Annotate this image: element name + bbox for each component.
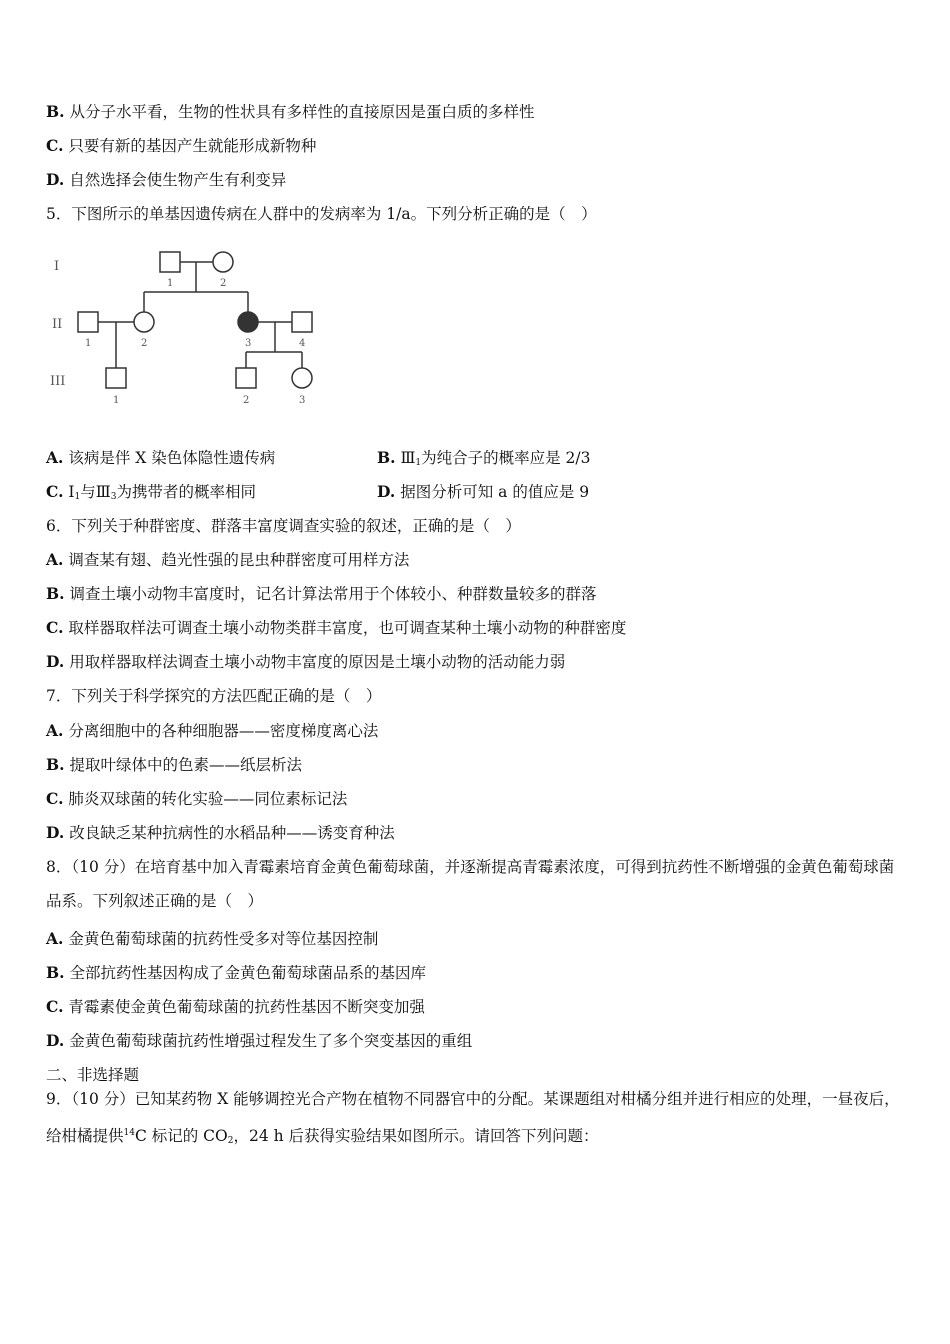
pedigree-i1-male	[160, 252, 180, 272]
option-text: 提取叶绿体中的色素——纸层析法	[69, 756, 302, 774]
individual-number: 1	[85, 338, 92, 349]
individual-number: 1	[113, 395, 120, 406]
individual-number: 2	[141, 338, 148, 349]
option-text: 改良缺乏某种抗病性的水稻品种——诱变育种法	[69, 824, 395, 842]
individual-number: 4	[299, 338, 306, 349]
option-label: B.	[46, 755, 65, 774]
option-label: C.	[46, 789, 64, 808]
q5-option-b	[377, 448, 591, 473]
pedigree-iii2-male	[236, 368, 256, 388]
q8-stem: 8．（10 分）在培育基中加入青霉素培育金黄色葡萄球菌，并逐渐提高青霉素浓度，可得到抗药性不断增强的金黄色葡萄球菌品系。下列叙述正确的是（ ）	[46, 858, 895, 910]
q5-option-d	[377, 482, 589, 502]
pedigree-iii3-female	[292, 368, 312, 388]
option-label: D.	[46, 823, 65, 842]
individual-number: 1	[167, 278, 174, 289]
q8-option-a	[46, 929, 378, 949]
option-label: C.	[46, 136, 64, 155]
option-label: A.	[46, 929, 64, 948]
generation-label-ii: II	[52, 317, 63, 332]
individual-number: 2	[243, 395, 250, 406]
option-text: 从分子水平看，生物的性状具有多样性的直接原因是蛋白质的多样性	[69, 103, 535, 121]
q7-option-d	[46, 823, 395, 843]
option-label: B.	[377, 448, 396, 467]
q8-option-b	[46, 963, 426, 983]
option-text: $Ⅰ_1$与$Ⅲ_3$为携带者的概率相同	[68, 483, 256, 502]
q7-option-c	[46, 789, 347, 809]
option-label: D.	[46, 652, 65, 671]
option-text: 据图分析可知 a 的值应是 9	[400, 483, 590, 501]
option-text: 肺炎双球菌的转化实验——同位素标记法	[68, 790, 348, 808]
individual-number: 3	[245, 338, 252, 349]
pedigree-ii4-male	[292, 312, 312, 332]
q6-stem: 6．下列关于种群密度、群落丰富度调查实验的叙述，正确的是（ ）	[46, 517, 521, 535]
individual-number: 2	[220, 278, 227, 289]
pedigree-iii1-male	[106, 368, 126, 388]
section-heading: 二、非选择题	[46, 1066, 140, 1084]
option-label: B.	[46, 963, 65, 982]
option-text: 全部抗药性基因构成了金黄色葡萄球菌品系的基因库	[69, 964, 426, 982]
option-label: A.	[46, 721, 64, 740]
option-label: D.	[46, 170, 65, 189]
q5-stem: 5．下图所示的单基因遗传病在人群中的发病率为 1/a。下列分析正确的是（ ）	[46, 205, 597, 223]
pedigree-ii1-male	[78, 312, 98, 332]
option-label: B.	[46, 102, 65, 121]
option-text: 金黄色葡萄球菌抗药性增强过程发生了多个突变基因的重组	[69, 1032, 473, 1050]
q7-stem: 7．下列关于科学探究的方法匹配正确的是（ ）	[46, 687, 382, 705]
option-text: 调查某有翅、趋光性强的昆虫种群密度可用样方法	[68, 551, 410, 569]
q4-option-c	[46, 136, 316, 156]
option-text: 取样器取样法可调查土壤小动物类群丰富度，也可调查某种土壤小动物的种群密度	[68, 619, 627, 637]
option-text: $Ⅲ_1$为纯合子的概率应是 2/3	[400, 449, 591, 468]
option-text: 自然选择会使生物产生有利变异	[69, 171, 287, 189]
pedigree-ii2-female	[134, 312, 154, 332]
q7-option-b	[46, 755, 302, 775]
q5-option-c	[46, 482, 256, 507]
q6-option-d	[46, 652, 565, 672]
q9-stem: 9．（10 分）已知某药物 X 能够调控光合产物在植物不同器官中的分配。某课题组对柑橘分组并进行相应的处理，一昼夜后，给柑橘提供$^{14}$C 标记的 $CO_2$，24 h 后获得实验结果如图所示。请回答下列问题：	[46, 1090, 900, 1146]
q6-option-a	[46, 550, 409, 570]
q6-option-c	[46, 618, 626, 638]
option-text: 用取样器取样法调查土壤小动物丰富度的原因是土壤小动物的活动能力弱	[69, 653, 566, 671]
option-label: D.	[377, 482, 396, 501]
generation-label-iii: III	[50, 374, 66, 389]
option-label: B.	[46, 584, 65, 603]
option-label: C.	[46, 618, 64, 637]
option-text: 该病是伴 X 染色体隐性遗传病	[68, 449, 276, 467]
option-label: C.	[46, 997, 64, 1016]
q4-option-d	[46, 170, 286, 190]
pedigree-i2-female	[213, 252, 233, 272]
option-label: A.	[46, 550, 64, 569]
option-text: 青霉素使金黄色葡萄球菌的抗药性基因不断突变加强	[68, 998, 425, 1016]
q5-option-a	[46, 448, 275, 468]
option-label: D.	[46, 1031, 65, 1050]
q6-option-b	[46, 584, 596, 604]
option-text: 金黄色葡萄球菌的抗药性受多对等位基因控制	[68, 930, 379, 948]
generation-label-i: I	[54, 259, 60, 274]
option-label: C.	[46, 482, 64, 501]
q7-option-a	[46, 721, 378, 741]
option-text: 只要有新的基因产生就能形成新物种	[68, 137, 317, 155]
q8-option-d	[46, 1031, 472, 1051]
q8-option-c	[46, 997, 425, 1017]
pedigree-chart	[46, 240, 346, 420]
pedigree-ii3-affected-female	[238, 312, 258, 332]
option-text: 分离细胞中的各种细胞器——密度梯度离心法	[68, 722, 379, 740]
option-label: A.	[46, 448, 64, 467]
individual-number: 3	[299, 395, 306, 406]
option-text: 调查土壤小动物丰富度时，记名计算法常用于个体较小、种群数量较多的群落	[69, 585, 597, 603]
q4-option-b	[46, 102, 534, 122]
